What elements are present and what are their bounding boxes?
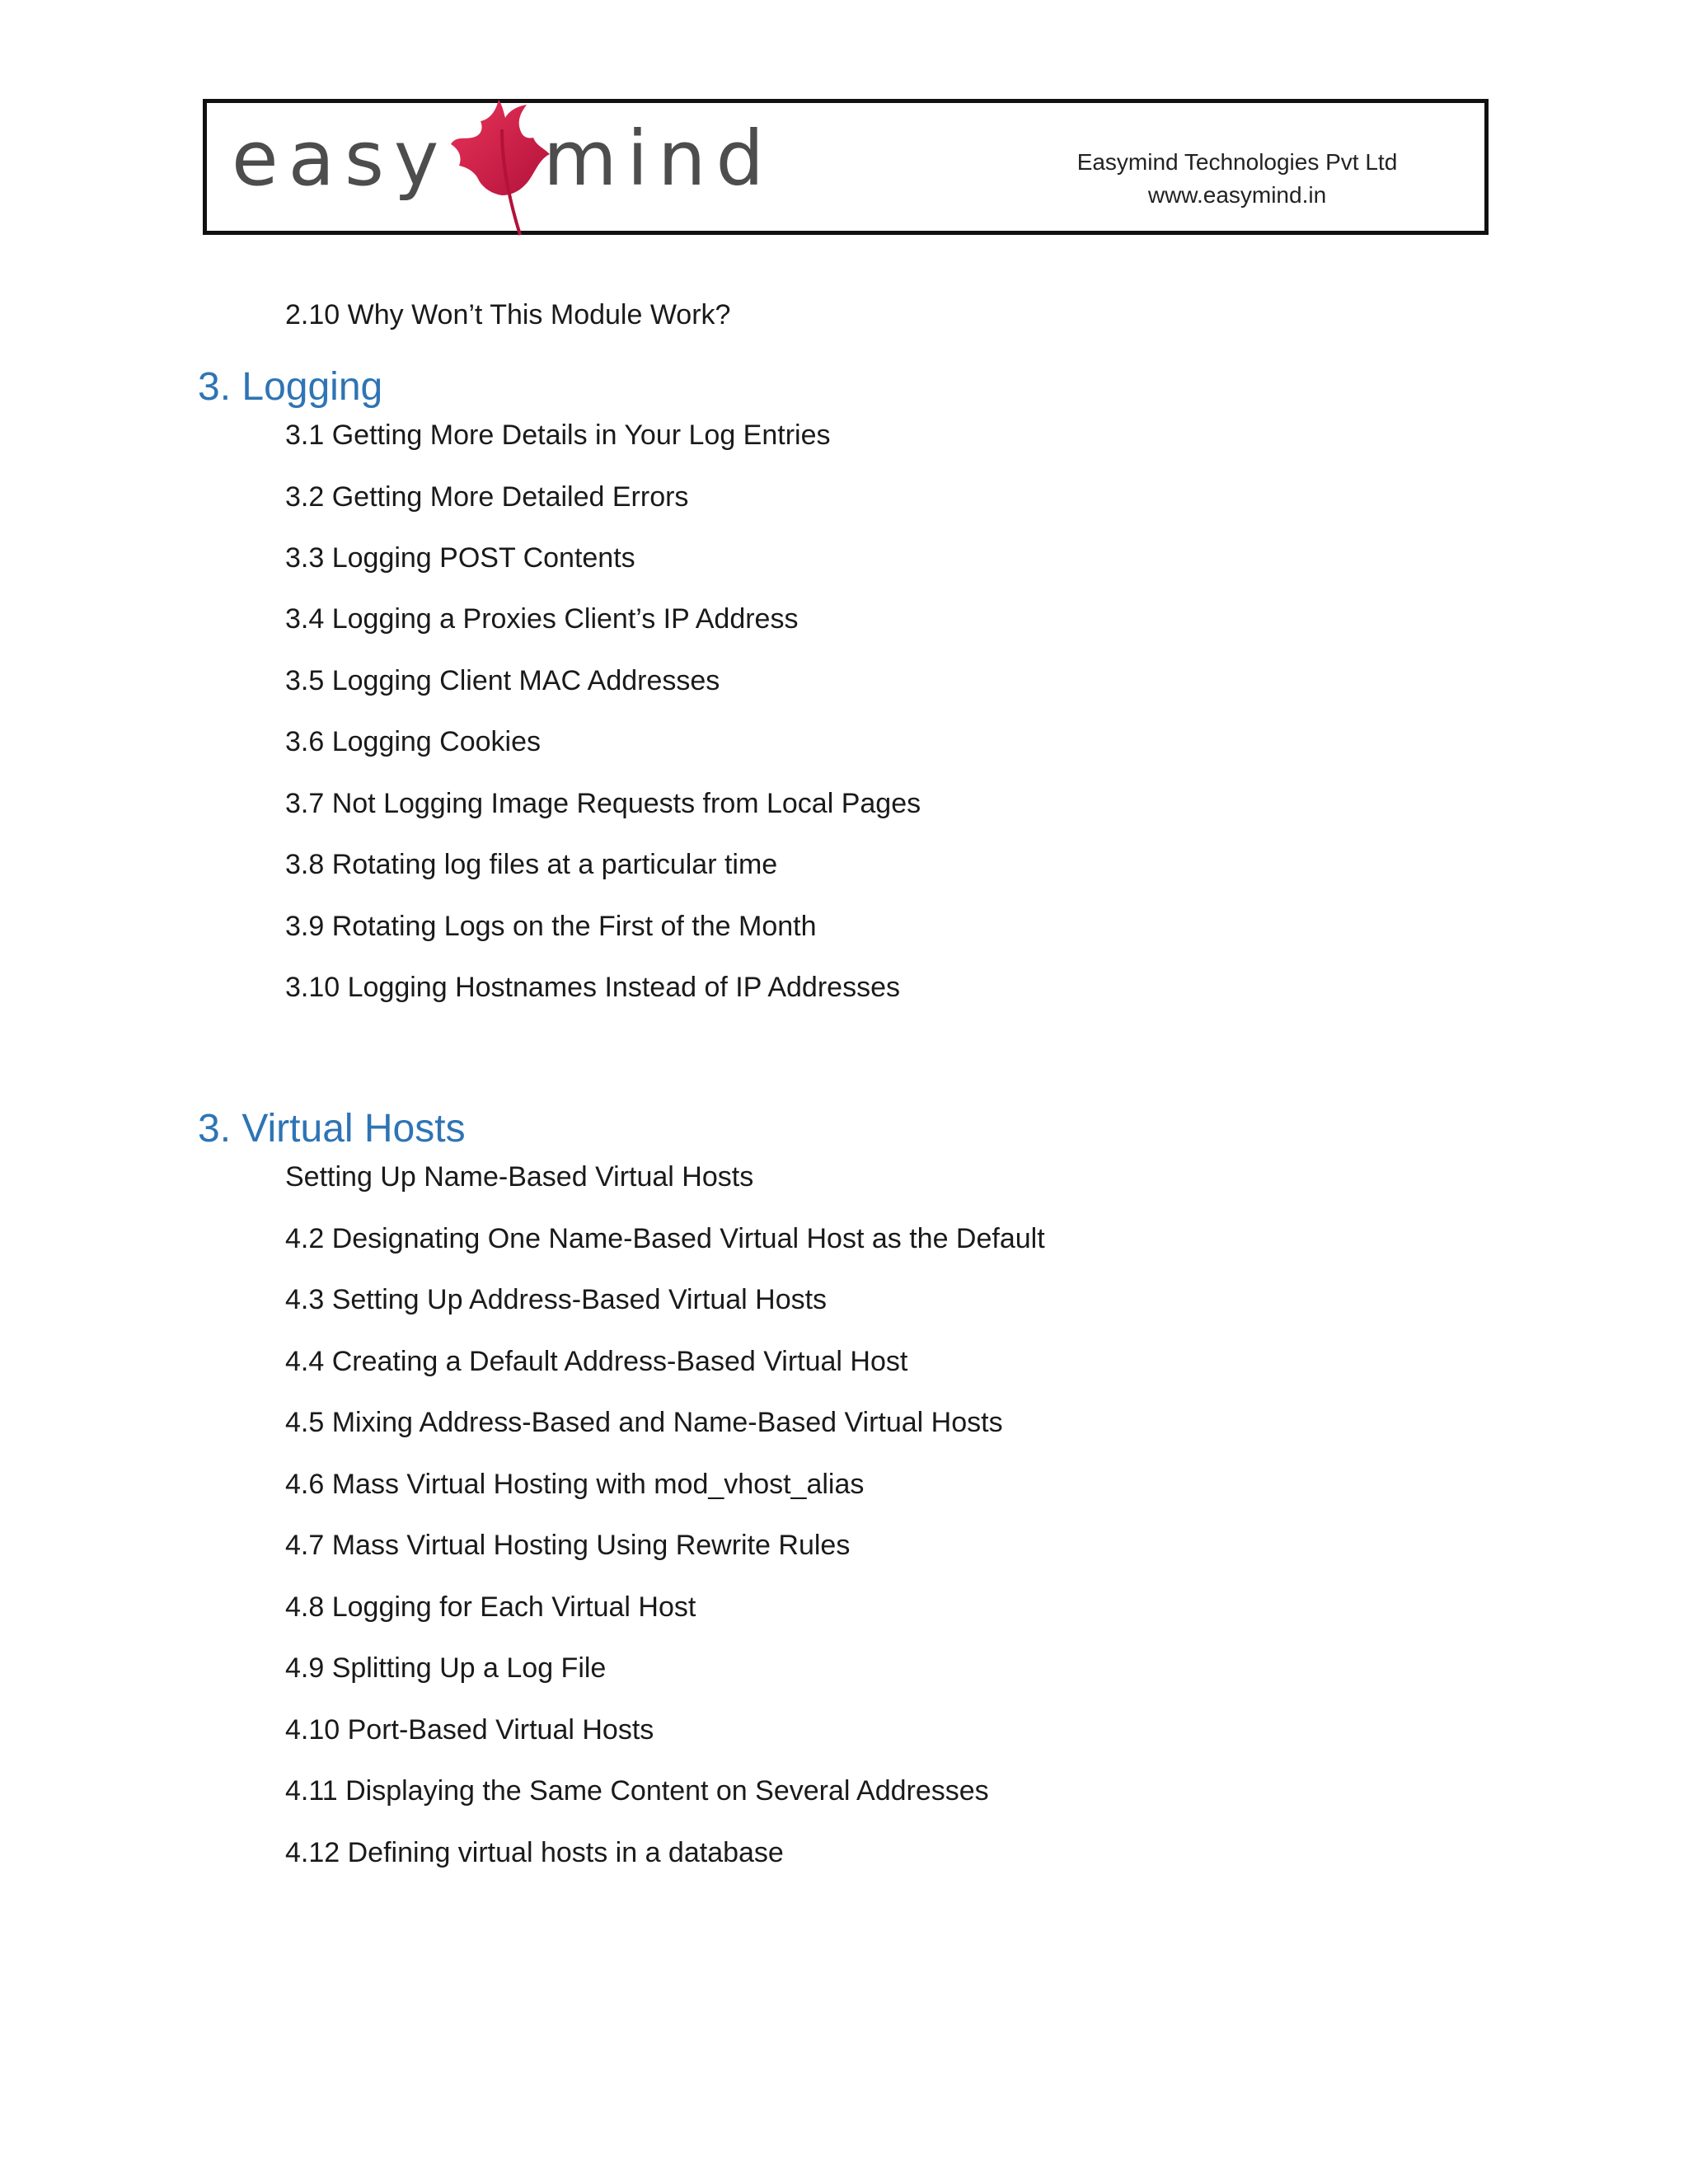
toc-item-3-8[interactable]: 3.8 Rotating log files at a particular time <box>285 849 778 880</box>
page-header <box>203 99 1489 235</box>
logo-text-mind: mind <box>543 115 774 203</box>
toc-item-3-10[interactable]: 3.10 Logging Hostnames Instead of IP Addresses <box>285 972 900 1003</box>
toc-item-3-6[interactable]: 3.6 Logging Cookies <box>285 726 542 757</box>
company-info <box>1048 146 1427 212</box>
toc-item-4-6[interactable]: 4.6 Mass Virtual Hosting with mod_vhost_alias <box>285 1469 865 1500</box>
easymind-logo <box>232 103 973 231</box>
toc-item-4-10[interactable]: 4.10 Port-Based Virtual Hosts <box>285 1714 654 1746</box>
section-heading-virtual-hosts: 3. Virtual Hosts <box>198 1107 466 1151</box>
toc-item-4-5[interactable]: 4.5 Mixing Address-Based and Name-Based Virtual Hosts <box>285 1407 1003 1438</box>
toc-item-3-2[interactable]: 3.2 Getting More Detailed Errors <box>285 481 689 513</box>
toc-item-3-4[interactable]: 3.4 Logging a Proxies Client’s IP Address <box>285 603 799 635</box>
toc-item-4-4[interactable]: 4.4 Creating a Default Address-Based Virtual Host <box>285 1346 908 1377</box>
toc-item-3-3[interactable]: 3.3 Logging POST Contents <box>285 542 635 574</box>
maple-leaf-icon <box>448 96 555 237</box>
toc-item-4-12[interactable]: 4.12 Defining virtual hosts in a database <box>285 1837 784 1868</box>
toc-item-4-9[interactable]: 4.9 Splitting Up a Log File <box>285 1652 607 1684</box>
company-name: Easymind Technologies Pvt Ltd <box>1076 149 1398 175</box>
toc-item-4-3[interactable]: 4.3 Setting Up Address-Based Virtual Hosts <box>285 1284 828 1315</box>
toc-item-3-1[interactable]: 3.1 Getting More Details in Your Log Entries <box>285 419 831 451</box>
section-heading-logging: 3. Logging <box>198 365 383 409</box>
toc-item-4-1[interactable]: Setting Up Name-Based Virtual Hosts <box>285 1161 754 1193</box>
toc-item-4-7[interactable]: 4.7 Mass Virtual Hosting Using Rewrite Rules <box>285 1530 851 1561</box>
toc-item-4-11[interactable]: 4.11 Displaying the Same Content on Several Addresses <box>285 1775 989 1807</box>
logo-text-easy: easy <box>232 115 449 203</box>
toc-item-4-2[interactable]: 4.2 Designating One Name-Based Virtual Host as the Default <box>285 1223 1045 1254</box>
toc-item-3-9[interactable]: 3.9 Rotating Logs on the First of the Month <box>285 911 817 942</box>
toc-item-2-10[interactable]: 2.10 Why Won’t This Module Work? <box>285 299 731 330</box>
toc-item-4-8[interactable]: 4.8 Logging for Each Virtual Host <box>285 1591 696 1623</box>
toc-item-3-7[interactable]: 3.7 Not Logging Image Requests from Local Pages <box>285 788 921 819</box>
toc-item-3-5[interactable]: 3.5 Logging Client MAC Addresses <box>285 665 720 696</box>
company-url[interactable]: www.easymind.in <box>1147 182 1327 208</box>
